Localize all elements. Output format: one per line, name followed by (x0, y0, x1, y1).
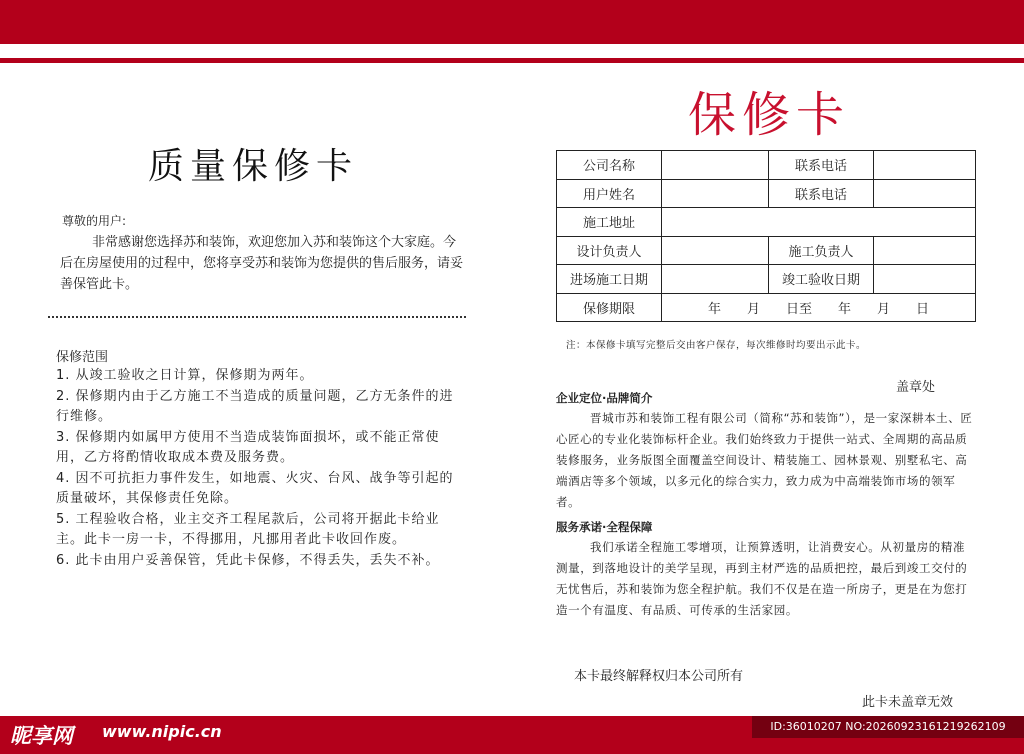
label-start-date: 进场施工日期 (557, 265, 662, 294)
warranty-form-table (556, 150, 976, 322)
scope-item: 6. 此卡由用户妥善保管，凭此卡保修，不得丢失，丢失不补。 (56, 552, 440, 568)
label-designer: 设计负责人 (557, 236, 662, 265)
field-designer[interactable] (662, 236, 769, 265)
seal-area-label: 盖章处 (896, 380, 936, 395)
section-brand-title: 企业定位·品牌简介 (556, 391, 653, 405)
field-accept-date[interactable] (874, 265, 976, 294)
label-phone-1: 联系电话 (769, 151, 874, 180)
top-red-band (0, 0, 1024, 44)
watermark-logo: 昵享网 (10, 724, 73, 748)
watermark-url: www.nipic.cn (102, 722, 222, 741)
field-company-name[interactable] (662, 151, 769, 180)
label-warranty-period: 保修期限 (557, 293, 662, 322)
form-note: 注：本保修卡填写完整后交由客户保存，每次维修时均要出示此卡。 (566, 340, 867, 351)
label-builder: 施工负责人 (769, 236, 874, 265)
scope-title: 保修范围 (56, 350, 109, 365)
label-accept-date: 竣工验收日期 (769, 265, 874, 294)
scope-item: 3. 保修期内如属甲方使用不当造成装饰面损坏，或不能正常使用，乙方将酌情收取成本费及服务费。 (56, 429, 440, 465)
dotted-divider (48, 316, 466, 318)
section-service-title: 服务承诺·全程保障 (556, 520, 653, 534)
section-service-body: 我们承诺全程施工零增项，让预算透明，让消费安心。从初量房的精准测量，到落地设计的美学呈现，再到主材严选的品质把控，最后到竣工交付的无忧售后，苏和装饰为您全程护航。我们不仅是在造一所房子，更是在为您打造一个有温度、有品质、可传承的生活家园。 (556, 540, 968, 617)
scope-list (56, 366, 458, 571)
field-phone-2[interactable] (874, 179, 976, 208)
rights-statement: 本卡最终解释权归本公司所有 (574, 669, 744, 684)
right-card-title: 保修卡 (688, 87, 851, 143)
top-red-stripe (0, 58, 1024, 63)
label-phone-2: 联系电话 (769, 179, 874, 208)
left-card-title: 质量保修卡 (148, 146, 359, 187)
watermark-id: ID:36010207 NO:20260923161219262109 (752, 716, 1024, 738)
field-start-date[interactable] (662, 265, 769, 294)
field-phone-1[interactable] (874, 151, 976, 180)
section-brand-body: 晋城市苏和装饰工程有限公司（简称“苏和装饰”），是一家深耕本土、匠心匠心的专业化装饰标杆企业。我们始终致力于提供一站式、全周期的高品质装修服务，业务版图全面覆盖空间设计、精装施工、园林景观、别墅私宅、高端酒店等多个领域，以多元化的综合实力，致力成为中高端装饰市场的领军者。 (556, 411, 973, 509)
intro-paragraph: 非常感谢您选择苏和装饰，欢迎您加入苏和装饰这个大家庭。今后在房屋使用的过程中，您将享受苏和装饰为您提供的售后服务，请妥善保管此卡。 (60, 235, 464, 292)
greeting: 尊敬的用户: (62, 214, 127, 228)
field-builder[interactable] (874, 236, 976, 265)
field-user-name[interactable] (662, 179, 769, 208)
scope-item: 2. 保修期内由于乙方施工不当造成的质量问题，乙方无条件的进行维修。 (56, 388, 454, 424)
scope-item: 4. 因不可抗拒力事件发生，如地震、火灾、台风、战争等引起的质量破坏，其保修责任免除。 (56, 470, 454, 506)
label-company-name: 公司名称 (557, 151, 662, 180)
scope-item: 5. 工程验收合格，业主交齐工程尾款后，公司将开据此卡给业主。此卡一房一卡，不得挪用，凡挪用者此卡收回作废。 (56, 511, 440, 547)
field-address[interactable] (662, 208, 976, 237)
field-warranty-period[interactable]: 年 月 日至 年 月 日 (662, 293, 976, 322)
label-address: 施工地址 (557, 208, 662, 237)
invalid-without-seal: 此卡未盖章无效 (862, 695, 954, 710)
scope-item: 1. 从竣工验收之日计算，保修期为两年。 (56, 368, 314, 383)
label-user-name: 用户姓名 (557, 179, 662, 208)
